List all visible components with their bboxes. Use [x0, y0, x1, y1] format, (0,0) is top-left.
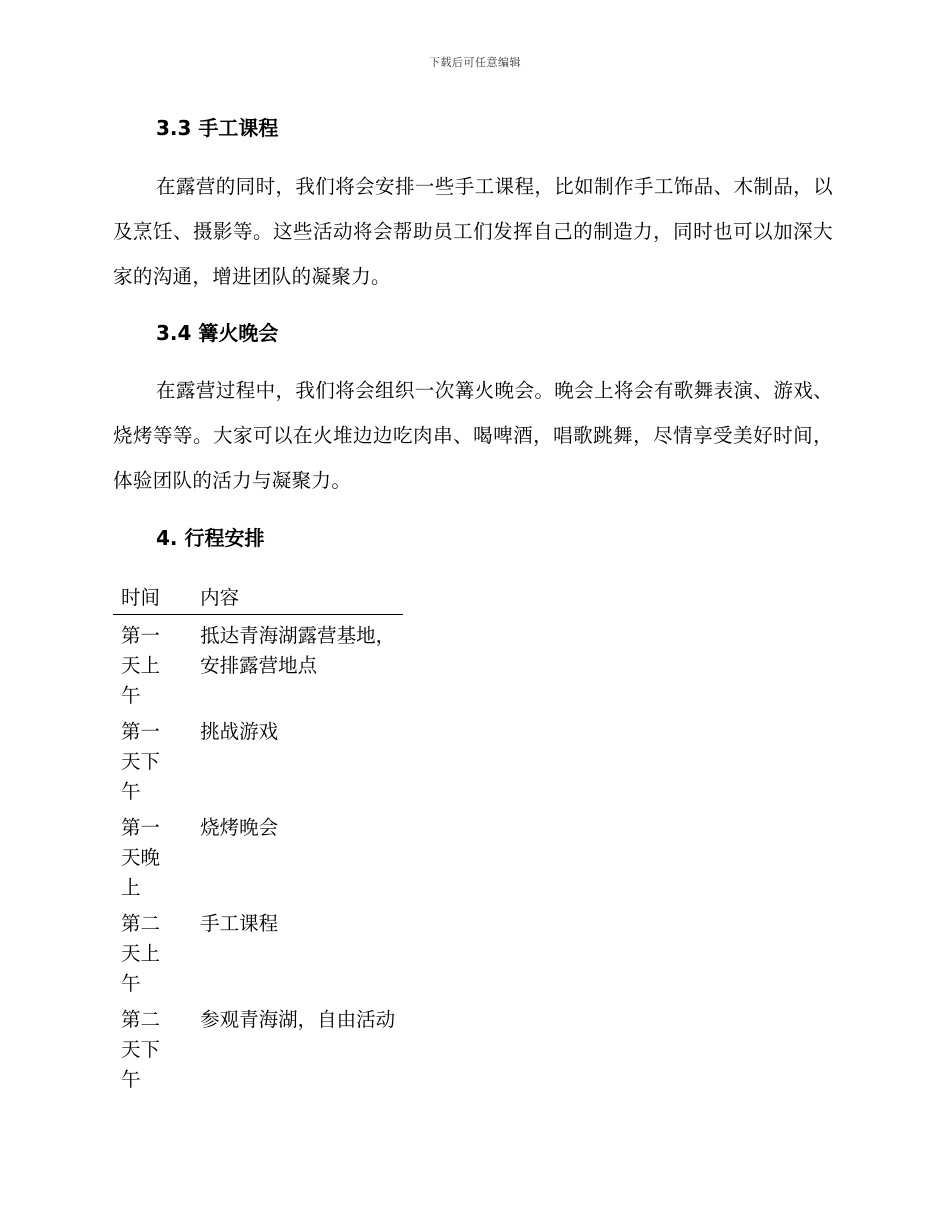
table-cell-time: 第一天上午 [121, 624, 161, 707]
table-cell-content: 挑战游戏 [200, 720, 279, 743]
section-paragraph-3-3: 在露营的同时，我们将会安排一些手工课程，比如制作手工饰品、木制品，以及烹饪、摄影等。这些活动将会帮助员工们发挥自己的制造力，同时也可以加深大家的沟通，增进团队的凝聚力。 [113, 175, 833, 288]
table-cell-time: 第二天下午 [121, 1008, 161, 1091]
schedule-table [113, 583, 403, 1095]
table-cell-time: 第一天下午 [121, 720, 161, 803]
table-cell-content: 烧烤晚会 [200, 816, 279, 839]
table-cell-time: 第二天上午 [121, 912, 161, 995]
schedule-header-row [113, 583, 403, 615]
table-row [113, 999, 403, 1095]
column-header-time: 时间 [113, 583, 192, 615]
table-cell-content: 抵达青海湖露营基地，安排露营地点 [200, 624, 396, 677]
column-header-content: 内容 [192, 583, 403, 615]
section-heading-3-4: 3.4 篝火晚会 [156, 321, 279, 345]
table-row [113, 711, 403, 807]
table-row [113, 903, 403, 999]
table-row [113, 615, 403, 712]
section-heading-4: 4. 行程安排 [156, 526, 265, 550]
table-cell-time: 第一天晚上 [121, 816, 161, 899]
table-cell-content: 手工课程 [200, 912, 279, 935]
section-paragraph-3-4: 在露营过程中，我们将会组织一次篝火晚会。晚会上将会有歌舞表演、游戏、烧烤等等。大家可以在火堆边边吃肉串、喝啤酒，唱歌跳舞，尽情享受美好时间，体验团队的活力与凝聚力。 [113, 379, 833, 492]
table-row [113, 807, 403, 903]
page-header-note: 下载后可任意编辑 [429, 56, 521, 69]
section-heading-3-3: 3.3 手工课程 [156, 116, 279, 140]
table-cell-content: 参观青海湖，自由活动 [200, 1008, 396, 1031]
